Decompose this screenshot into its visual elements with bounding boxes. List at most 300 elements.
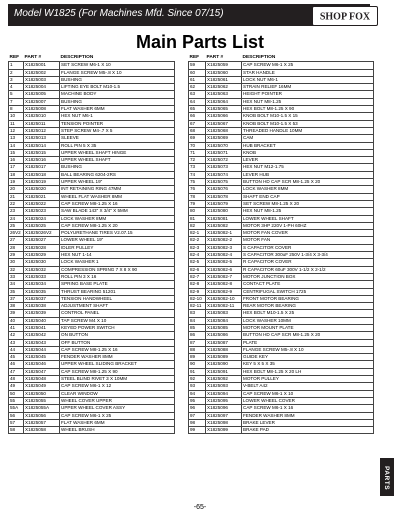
part-number-cell: X1825070 [206,142,242,149]
table-row [189,135,374,142]
part-number-cell: X1825097 [206,412,242,419]
ref-cell: 63 [189,91,206,98]
table-row [189,230,374,237]
part-number-cell: X1825050 [24,390,60,397]
part-number-cell: X1825082-9 [206,288,242,295]
part-number-cell: X1825021 [24,193,60,200]
table-row [189,383,374,390]
part-number-cell: X1825014 [24,142,60,149]
description-cell: SAW BLADE 143" X 3/4" X 5MM [60,208,175,215]
table-row [9,127,175,134]
description-cell: CAP SCREW M6-1 X 12 [60,383,175,390]
part-number-cell: X1825011 [24,120,60,127]
description-cell: WHEEL COVER UPPER [60,397,175,404]
table-row [9,76,175,83]
ref-cell: 71 [189,149,206,156]
part-number-cell: X1825096 [206,405,242,412]
part-number-cell: X1825082-8 [206,281,242,288]
ref-cell: 65 [189,106,206,113]
description-cell: UPPER WHEEL SHAFT [60,157,175,164]
part-number-cell: X1825078 [206,193,242,200]
part-number-cell: X1825034 [24,281,60,288]
ref-cell: 82-10 [189,295,206,302]
ref-cell: 55 [9,397,24,404]
part-number-cell: X1825013 [24,135,60,142]
part-number-cell: X1825080 [206,208,242,215]
ref-cell: 17 [9,164,24,171]
table-row [189,339,374,346]
ref-cell: 12 [9,127,24,134]
table-row [9,200,175,207]
ref-cell: 22 [9,200,24,207]
table-row [189,222,374,229]
part-number-cell: X1825081 [206,215,242,222]
description-cell: FLANGE SCREW M5-.8 X 10 [60,69,175,76]
part-number-cell: X1825057 [24,419,60,426]
ref-cell: 14 [9,142,24,149]
ref-cell: 5 [9,91,24,98]
description-cell: CAP SCREW M6-1 X 10 [242,390,374,397]
part-number-cell: X1825083 [206,310,242,317]
part-number-cell: X1825079 [206,200,242,207]
table-row [189,69,374,76]
part-number-cell: X1825035 [24,288,60,295]
description-cell: FRONT MOTOR BEARING [242,295,374,302]
ref-cell: 1 [9,62,24,69]
table-row [9,427,175,434]
description-header: DESCRIPTION [60,55,175,62]
description-cell: MOTOR PULLEY [242,376,374,383]
table-row [9,324,175,331]
part-number-cell: X1825094 [206,390,242,397]
description-cell: V-BELT A42 [242,383,374,390]
logo-text: SHOP FOX [319,11,371,23]
table-row [189,127,374,134]
table-row [9,303,175,310]
part-number-cell: X1825058 [24,427,60,434]
table-row [9,62,175,69]
part-number-cell: X1825003 [24,76,60,83]
ref-cell: 82-11 [189,303,206,310]
description-cell: LOWER WHEEL SHAFT [242,215,374,222]
ref-cell: 46 [9,361,24,368]
part-number-cell: X1825015 [24,149,60,156]
table-row [9,164,175,171]
table-row [9,98,175,105]
part-number-cell: X1825056 [24,412,60,419]
description-cell: UPPER WHEEL SLIDING BRACKET [60,361,175,368]
part-number-cell: X1825086 [206,332,242,339]
part-number-cell: X1825091 [206,368,242,375]
part-number-cell: X1825029 [24,252,60,259]
part-number-cell: X1825075 [206,179,242,186]
description-cell: INT RETAINING RING 47MM [60,186,175,193]
part-number-cell: X1825059 [206,62,242,69]
description-cell: THREADED HANDLE 10MM [242,127,374,134]
part-number-cell: X1825024 [24,215,60,222]
description-cell: KEY 5 X 5 X 35 [242,361,374,368]
part-number-cell: X1825046 [24,361,60,368]
part-number-cell: X1825030 [24,259,60,266]
table-row [9,339,175,346]
ref-cell: 85 [189,324,206,331]
table-row [189,412,374,419]
description-cell: CAP SCREW M6-1 X 16 [242,405,374,412]
description-cell: LEVER [242,157,374,164]
part-number-cell: X1825092 [206,376,242,383]
table-row [9,397,175,404]
part-number-cell: X1825067 [206,120,242,127]
table-row [189,288,374,295]
table-row [9,354,175,361]
description-cell: SLEEVE [60,135,175,142]
section-tab-parts [380,458,394,496]
table-row [9,310,175,317]
description-cell: FLAT WASHER 6MM [60,106,175,113]
description-cell: MOTOR FAN COVER [242,230,374,237]
description-cell: LOCK WASHER 1 [60,259,175,266]
ref-cell: 82-1 [189,230,206,237]
table-row [9,69,175,76]
part-number-cell: X1825023 [24,208,60,215]
description-cell: STAR HANDLE [242,69,374,76]
ref-cell: 66 [189,113,206,120]
description-cell: GUIDE KEY [242,354,374,361]
table-row [9,317,175,324]
ref-cell: 70 [189,142,206,149]
description-cell: HEX BOLT M8-1.25 X 90 [242,106,374,113]
ref-cell: 39 [9,310,24,317]
part-number-cell: X1825060 [206,69,242,76]
description-cell: UPPER WHEEL 19" [60,179,175,186]
ref-cell: 10 [9,113,24,120]
description-cell: BUTTON HD CAP SCR M8-1.25 X 20 [242,332,374,339]
description-cell: IDLER PULLEY [60,244,175,251]
description-cell: REAR MOTOR BEARING [242,303,374,310]
part-number-cell: X1825076 [206,186,242,193]
section-tab-label: PARTS [383,466,390,491]
table-row [9,244,175,251]
part-number-cell: X1825085 [206,324,242,331]
ref-cell: 24 [9,215,24,222]
ref-cell: 15 [9,149,24,156]
ref-cell: 84 [189,317,206,324]
table-row [9,215,175,222]
ref-cell: 33 [9,273,24,280]
description-cell: MOTOR MOUNT PLATE [242,324,374,331]
description-cell: FENDER WASHER 8MM [60,354,175,361]
ref-cell: 45 [9,354,24,361]
ref-cell: 89 [189,354,206,361]
description-cell: TENSION HANDWHEEL [60,295,175,302]
description-cell: S CAPACITOR COVER [242,244,374,251]
description-cell: FENDER WASHER 8MM [242,412,374,419]
table-row [189,113,374,120]
table-row [189,346,374,353]
description-cell: STRAIN RELIEF 16MM [242,84,374,91]
table-row [189,354,374,361]
ref-cell: 92 [189,376,206,383]
description-cell: MACHINE BODY [60,91,175,98]
table-row [189,324,374,331]
description-cell: ROLL PIN 5 X 35 [60,142,175,149]
table-row [189,266,374,273]
description-cell: MOTOR JUNCTION BOX [242,273,374,280]
ref-cell: 42 [9,332,24,339]
ref-cell: 16 [9,157,24,164]
part-number-cell: X1825001 [24,62,60,69]
part-number-cell: X1825082-2 [206,237,242,244]
part-number-cell: X1825037 [24,295,60,302]
ref-cell: 34 [9,281,24,288]
ref-cell: 81 [189,215,206,222]
page-title: Main Parts List [135,32,265,52]
description-cell: UPPER WHEEL SHAFT HINGE [60,149,175,156]
ref-cell: 56 [9,412,24,419]
ref-cell: 19 [9,179,24,186]
description-cell: S CAPACITOR 300uF 250V 1-3/4 X 3-3/4 [242,252,374,259]
table-row [9,135,175,142]
table-row [9,84,175,91]
part-number-cell: X1825008 [24,106,60,113]
part-number-cell: X1825020 [24,186,60,193]
description-cell: CONTACT PLATE [242,281,374,288]
description-cell: CAP SCREW M8-1.25 X 16 [60,346,175,353]
part-number-cell: X1825026V2 [24,230,60,237]
description-cell: HEX NUT M6-1 [60,113,175,120]
ref-cell: 79 [189,200,206,207]
part-number-cell: X1825010 [24,113,60,120]
part-number-cell: X1825082-3 [206,244,242,251]
description-cell: BRAKE LEVER [242,419,374,426]
ref-cell: 90 [189,361,206,368]
part-number-cell: X1825055A [24,405,60,412]
description-cell: LOCK WASHER 10MM [242,317,374,324]
ref-cell: 82-3 [189,244,206,251]
description-cell: CAP SCREW M8-1.25 X 90 [60,368,175,375]
table-row [189,208,374,215]
ref-cell: 97 [189,412,206,419]
ref-cell: 13 [9,135,24,142]
description-cell: UPPER WHEEL COVER ASSY [60,405,175,412]
ref-cell: 20 [9,186,24,193]
part-number-cell: X1825061 [206,76,242,83]
part-number-cell: X1825005 [24,91,60,98]
table-row [189,310,374,317]
table-row [189,237,374,244]
part-number-cell: X1825066 [206,113,242,120]
page-header [8,4,370,26]
table-row [9,361,175,368]
description-cell: KEYED POWER SWITCH [60,324,175,331]
table-row [189,405,374,412]
ref-cell: 82-4 [189,252,206,259]
part-number-cell: X1825089 [206,354,242,361]
part-number-cell: X1825082-4 [206,252,242,259]
ref-cell: 7 [9,98,24,105]
part-number-cell: X1825082-6 [206,266,242,273]
table-row [189,106,374,113]
part-number-cell: X1825093 [206,383,242,390]
ref-cell: 58 [9,427,24,434]
description-cell: MOTOR 3HP 220V 1-PH 60HZ [242,222,374,229]
table-row [189,149,374,156]
ref-header: REF [189,55,206,62]
table-row [189,427,374,434]
description-cell: HUB BRACKET [242,142,374,149]
ref-cell: 8 [9,106,24,113]
table-row [9,281,175,288]
ref-cell: 73 [189,164,206,171]
table-row [9,419,175,426]
table-row [189,368,374,375]
part-number-cell: X1825071 [206,149,242,156]
ref-cell: 23 [9,208,24,215]
part-number-cell: X1825016 [24,157,60,164]
ref-cell: 4 [9,84,24,91]
part-number-cell: X1825082-1 [206,230,242,237]
description-cell: ON BUTTON [60,332,175,339]
part-number-cell: X1825032 [24,266,60,273]
ref-cell: 67 [189,120,206,127]
page-number: -65- [193,504,207,511]
table-row [9,149,175,156]
table-row [9,383,175,390]
table-row [9,193,175,200]
description-cell: CAM [242,135,374,142]
description-cell: BRAKE PAD [242,427,374,434]
description-cell: KNOB BOLT M10-1.5 X 53 [242,120,374,127]
part-number-cell: X1825019 [24,179,60,186]
ref-cell: 29 [9,252,24,259]
ref-cell: 88 [189,346,206,353]
part-number-cell: X1825090 [206,361,242,368]
table-row [189,157,374,164]
table-header-row [189,55,374,62]
description-cell: KNOB [242,149,374,156]
ref-cell: 72 [189,157,206,164]
ref-cell: 74 [189,171,206,178]
ref-cell: 61 [189,76,206,83]
ref-cell: 50 [9,390,24,397]
part-number-cell: X1825082 [206,222,242,229]
part-number-cell: X1825065 [206,106,242,113]
ref-cell: 2 [9,69,24,76]
table-row [9,208,175,215]
part-number-cell: X1825040 [24,317,60,324]
part-number-cell: X1825038 [24,303,60,310]
part-number-cell: X1825007 [24,98,60,105]
table-row [9,222,175,229]
part-number-cell: X1825082-5 [206,259,242,266]
part-number-cell: X1825088 [206,346,242,353]
parts-table-left-body [9,62,175,434]
ref-cell: 18 [9,171,24,178]
part-number-cell: X1825082-11 [206,303,242,310]
table-row [189,215,374,222]
ref-cell: 93 [189,383,206,390]
table-row [9,376,175,383]
description-cell: LEVER HUB [242,171,374,178]
part-number-cell: X1825027 [24,237,60,244]
table-row [189,244,374,251]
description-cell: SET SCREW M8-1.25 X 20 [242,200,374,207]
ref-cell: 48 [9,376,24,383]
table-row [189,62,374,69]
part-number-cell: X1825069 [206,135,242,142]
part-number-cell: X1825049 [24,383,60,390]
description-cell: CAP SCREW M8-1.25 X 20 [60,222,175,229]
description-cell: TAP SCREW M4 X 10 [60,317,175,324]
table-row [9,346,175,353]
description-cell: HEX NUT 1-14 [60,252,175,259]
part-number-cell: X1825068 [206,127,242,134]
table-row [189,171,374,178]
part-number-cell: X1825045 [24,354,60,361]
part-number-cell: X1825002 [24,69,60,76]
part-number-cell: X1825087 [206,339,242,346]
ref-cell: 98 [189,419,206,426]
ref-cell: 44 [9,346,24,353]
part-number-cell: X1825072 [206,157,242,164]
table-row [189,397,374,404]
ref-cell: 91 [189,368,206,375]
description-cell: BALL BEARING 6204-2RS [60,171,175,178]
ref-cell: 38 [9,303,24,310]
table-row [9,91,175,98]
ref-cell: 94 [189,390,206,397]
part-number-cell: X1825063 [206,91,242,98]
ref-cell: 87 [189,339,206,346]
description-cell: CAP SCREW M6-1 X 25 [60,412,175,419]
part-number-cell: X1825044 [24,346,60,353]
part-number-cell: X1825099 [206,427,242,434]
description-cell: LOWER WHEEL COVER [242,397,374,404]
table-row [189,317,374,324]
description-cell: LOCK WASHER 8MM [242,186,374,193]
table-row [189,142,374,149]
part-number-cell: X1825098 [206,419,242,426]
ref-cell: 62 [189,84,206,91]
table-row [189,252,374,259]
description-cell: LOCK NUT M6-1 [242,76,374,83]
description-cell: HEX NUT M12-1.75 [242,164,374,171]
description-cell: SHAFT END CAP [242,193,374,200]
part-number-cell: X1825017 [24,164,60,171]
description-cell: HEX NUT M8-1.25 [242,208,374,215]
part-number-cell: X1825041 [24,324,60,331]
description-cell: R CAPACITOR 60uF 300V 1-1/2 X 2-1/2 [242,266,374,273]
part-number-cell: X1825042 [24,332,60,339]
description-cell: BUSHING [60,164,175,171]
ref-cell: 27 [9,237,24,244]
ref-cell: 82-6 [189,266,206,273]
description-cell: LOCK WASHER 8MM [60,215,175,222]
description-cell: BUSHING [60,76,175,83]
part-number-cell: X1825055 [24,397,60,404]
description-cell: OFF BUTTON [60,339,175,346]
part-number-cell: X1825025 [24,222,60,229]
description-cell: MOTOR FAN [242,237,374,244]
table-row [9,230,175,237]
table-row [9,332,175,339]
ref-cell: 69 [189,135,206,142]
ref-cell: 95 [189,397,206,404]
table-row [189,91,374,98]
ref-cell: 49 [9,383,24,390]
part-number-cell: X1825043 [24,339,60,346]
ref-header: REF [9,55,24,62]
